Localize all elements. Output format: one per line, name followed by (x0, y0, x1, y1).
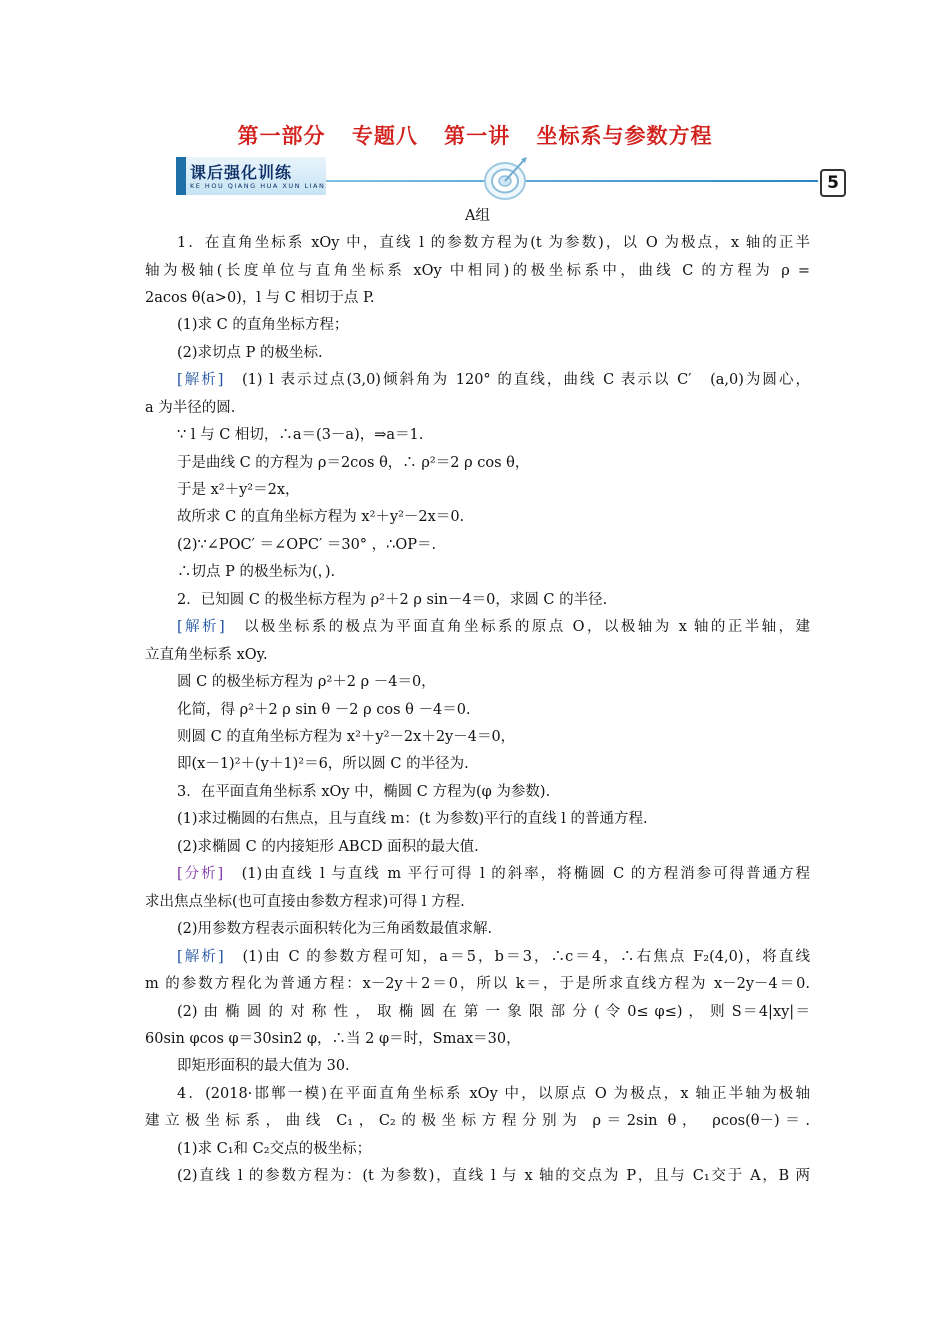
text-line (177, 1056, 810, 1076)
line-text: 立直角坐标系 xOy. (145, 647, 268, 663)
text-line (145, 398, 810, 418)
line-text: a 为半径的圆. (145, 400, 236, 416)
text-line (177, 535, 810, 555)
line-text: (1)求过椭圆的右焦点，且与直线 m：(t 为参数)平行的直线 l 的普通方程. (177, 811, 648, 827)
line-text: (1)求 C 的直角坐标方程； (177, 317, 349, 333)
title-part: 第一讲 (444, 124, 511, 148)
line-text: (1)由直线 l 与直线 m 平行可得 l 的斜率，将椭圆 C 的方程消参可得普通方程 (223, 866, 810, 882)
text-line (177, 425, 810, 445)
text-line (177, 837, 810, 857)
line-text: 即矩形面积的最大值为 30. (177, 1058, 350, 1074)
text-line (177, 1084, 810, 1104)
banner-divider (326, 180, 818, 182)
line-text: (1)求 C₁和 C₂交点的极坐标； (177, 1141, 372, 1157)
text-line (177, 590, 810, 610)
section-banner (176, 155, 850, 201)
line-text: 求出焦点坐标(也可直接由参数方程求)可得 l 方程. (145, 894, 465, 910)
banner-title: 课后强化训练 (190, 163, 293, 182)
text-line (177, 700, 810, 720)
text-line (177, 1139, 810, 1159)
text-line (177, 343, 810, 363)
solution-tag: [分析] (177, 866, 224, 882)
line-text: 化简，得 ρ²＋2 ρ sin θ －2 ρ cos θ －4＝0. (177, 702, 471, 718)
text-line (177, 370, 810, 390)
text-line (177, 919, 810, 939)
text-line (177, 1166, 810, 1186)
banner-corner (176, 157, 186, 195)
text-line (177, 809, 810, 829)
text-line (145, 288, 810, 308)
line-text: m 的参数方程化为普通方程：x－2y＋2＝0，所以 k＝，于是所求直线方程为 x－2y－4＝0. (145, 976, 810, 992)
line-text: 于是曲线 C 的方程为 ρ＝2cos θ，∴ ρ²＝2 ρ cos θ， (177, 455, 530, 471)
text-line (177, 507, 810, 527)
line-text: ∴切点 P 的极坐标为(，). (177, 564, 336, 580)
line-text: (2)求椭圆 C 的内接矩形 ABCD 面积的最大值. (177, 839, 479, 855)
text-line (145, 645, 810, 665)
banner-pinyin: KE HOU QIANG HUA XUN LIAN (190, 182, 326, 190)
line-text: (2)用参数方程表示面积转化为三角函数最值求解. (177, 921, 493, 937)
text-line (145, 974, 810, 994)
line-text: 轴为极轴(长度单位与直角坐标系 xOy 中相同)的极坐标系中，曲线 C 的方程为 ρ = (145, 263, 810, 279)
solution-tag: [解析] (177, 372, 224, 388)
text-line (177, 782, 810, 802)
target-icon (481, 155, 529, 201)
text-line (177, 864, 810, 884)
line-text: 2．已知圆 C 的极坐标方程为 ρ²＋2 ρ sin－4＝0，求圆 C 的半径. (177, 592, 608, 608)
text-line (177, 453, 810, 473)
line-text: 以极坐标系的极点为平面直角坐标系的原点 O，以极轴为 x 轴的正半轴，建 (224, 619, 810, 635)
line-text: (1)由 C 的参数方程可知，a＝5，b＝3，∴c＝4，∴右焦点 F₂(4,0)，将直线 (223, 949, 810, 965)
line-text: 2acos θ(a>0)，l 与 C 相切于点 P. (145, 290, 375, 306)
text-line (177, 727, 810, 747)
page-title (0, 120, 950, 150)
text-line (177, 947, 810, 967)
text-line (177, 315, 810, 335)
line-text: (2)∵∠POC′ ＝∠OPC′ ＝30° ，∴OP＝. (177, 537, 437, 553)
line-text: 建立极坐标系，曲线 C₁，C₂的极坐标方程分别为 ρ＝2sin θ， ρcos(θ－)＝. (145, 1113, 810, 1129)
line-text: 4．(2018·邯郸一模)在平面直角坐标系 xOy 中，以原点 O 为极点，x 轴正半轴为极轴 (177, 1086, 810, 1102)
line-text: (1) l 表示过点(3,0)倾斜角为 120° 的直线，曲线 C 表示以 C′ (a,0)为圆心， (223, 372, 810, 388)
line-text: 即(x－1)²＋(y＋1)²＝6，所以圆 C 的半径为. (177, 756, 469, 772)
line-text: 则圆 C 的直角坐标方程为 x²＋y²－2x＋2y－4＝0， (177, 729, 516, 745)
banner-badge (176, 157, 326, 195)
title-part: 专题八 (351, 124, 418, 148)
line-text: 圆 C 的极坐标方程为 ρ²＋2 ρ －4＝0， (177, 674, 436, 690)
solution-tag: [解析] (177, 949, 224, 965)
text-line (177, 480, 810, 500)
text-line (145, 1029, 810, 1049)
solution-tag: [解析] (177, 619, 225, 635)
line-text: (2)直线 l 的参数方程为：(t 为参数)，直线 l 与 x 轴的交点为 P，且与 C₁交于 A，B 两 (177, 1168, 810, 1184)
line-text: (2)求切点 P 的极坐标. (177, 345, 323, 361)
line-text: 60sin φcos φ＝30sin2 φ，∴当 2 φ＝时，Smax＝30， (145, 1031, 521, 1047)
line-text: ∵ l 与 C 相切，∴a＝(3－a)，⇒a＝1. (177, 427, 424, 443)
title-part: 第一部分 (237, 124, 326, 148)
text-line (145, 261, 810, 281)
group-label: A组 (465, 208, 490, 224)
text-line (145, 892, 810, 912)
line-text: 故所求 C 的直角坐标方程为 x²＋y²－2x＝0. (177, 509, 465, 525)
line-text: (2) 由 椭 圆 的 对 称 性 ， 取 椭 圆 在 第 一 象 限 部 分 ( 令 0≤ φ≤) ， 则 S＝4|xy|＝ (177, 1004, 810, 1020)
line-text: 1．在直角坐标系 xOy 中，直线 l 的参数方程为(t 为参数)，以 O 为极点，x 轴的正半 (177, 235, 810, 251)
lesson-number-badge: 5 (820, 169, 846, 197)
line-text: 3．在平面直角坐标系 xOy 中，椭圆 C 方程为(φ 为参数). (177, 784, 551, 800)
text-line (177, 617, 810, 637)
line-text: 于是 x²＋y²＝2x， (177, 482, 300, 498)
text-line (177, 562, 810, 582)
title-part: 坐标系与参数方程 (536, 124, 713, 148)
text-line (177, 233, 810, 253)
text-line (145, 1111, 810, 1131)
text-line (177, 754, 810, 774)
text-line (177, 1002, 810, 1022)
text-line (177, 672, 810, 692)
